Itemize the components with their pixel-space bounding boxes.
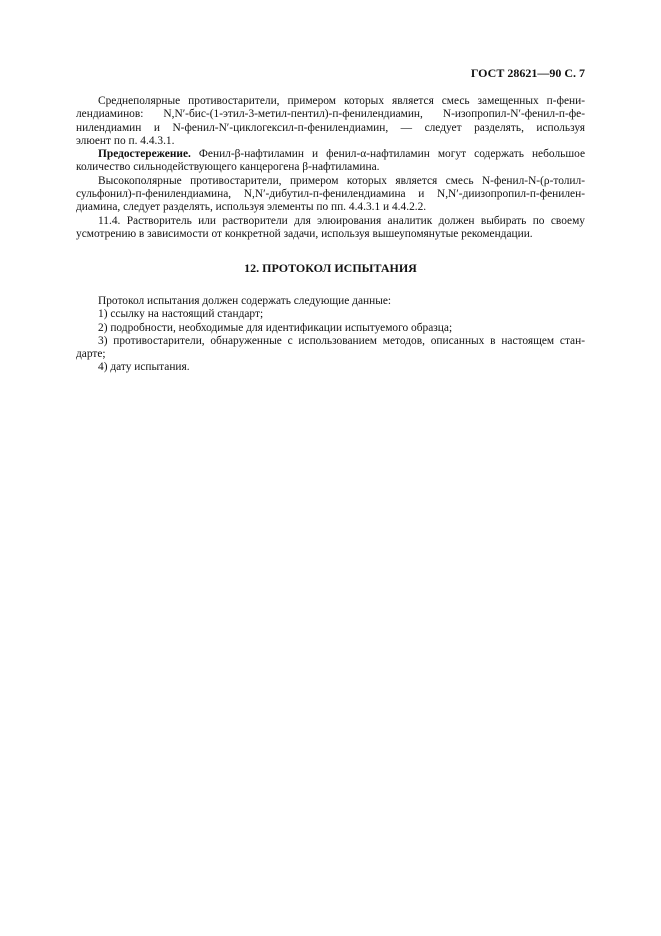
paragraph-4-line-1: 11.4. Растворитель или растворители для элюирования аналитик должен выбирать по своему: [98, 214, 585, 227]
paragraph-3-line-3: диамина, следует разделять, используя элементы по пп. 4.4.3.1 и 4.4.2.2.: [76, 201, 427, 214]
warning-text: Фенил-β-нафтиламин и фенил-α-нафтиламин могут содержать небольшое: [190, 148, 585, 161]
list-item-2: 2) подробности, необходимые для идентификации испытуемого образца;: [98, 321, 453, 334]
section-title: 12. ПРОТОКОЛ ИСПЫТАНИЯ: [244, 261, 417, 275]
section-intro: Протокол испытания должен содержать следующие данные:: [98, 295, 392, 307]
paragraph-1-line-1: Среднеполярные противостарители, примером которых является смесь замещенных п-фени-: [98, 95, 585, 107]
list-item-4: 4) дату испытания.: [98, 361, 190, 374]
list-item-3-continuation: дарте;: [76, 348, 106, 361]
page-header: ГОСТ 28621—90 С. 7: [470, 66, 585, 80]
body-text-lower: [76, 295, 585, 375]
list-item-1: 1) ссылку на настоящий стандарт;: [98, 308, 264, 321]
paragraph-4-line-2: усмотрению в зависимости от конкретной задачи, используя вышеупомянутые рекомендации.: [76, 227, 533, 240]
paragraph-1-line-2: лендиаминов: N,N′-бис-(1-этил-3-метил-пентил)-п-фенилендиамин, N-изопропил-N′-фенил-п-фе-: [76, 108, 585, 121]
warning-label: Предостережение.: [98, 148, 191, 161]
paragraph-2-line-2: количество сильнодействующего канцерогена β-нафтиламина.: [76, 161, 380, 174]
paragraph-3-line-2: сульфонил)-п-фенилендиамина, N,N′-дибутил-п-фенилендиамина и N,N′-диизопропил-п-фенилен-: [76, 188, 585, 201]
paragraph-1-line-3: нилендиамин и N-фенил-N′-циклогексил-п-фенилендиамин, — следует разделять, используя: [76, 121, 585, 134]
paragraph-3-line-1: Высокополярные противостарители, примером которых является смесь N-фенил-N-(ρ-толил-: [98, 174, 585, 187]
paragraph-1-line-4: элюент по п. 4.4.3.1.: [76, 134, 175, 147]
body-text-upper: [76, 95, 585, 241]
list-item-3: 3) противостарители, обнаруженные с использованием методов, описанных в настоящем стан-: [98, 334, 585, 347]
paragraph-2-line-1: [76, 148, 585, 161]
